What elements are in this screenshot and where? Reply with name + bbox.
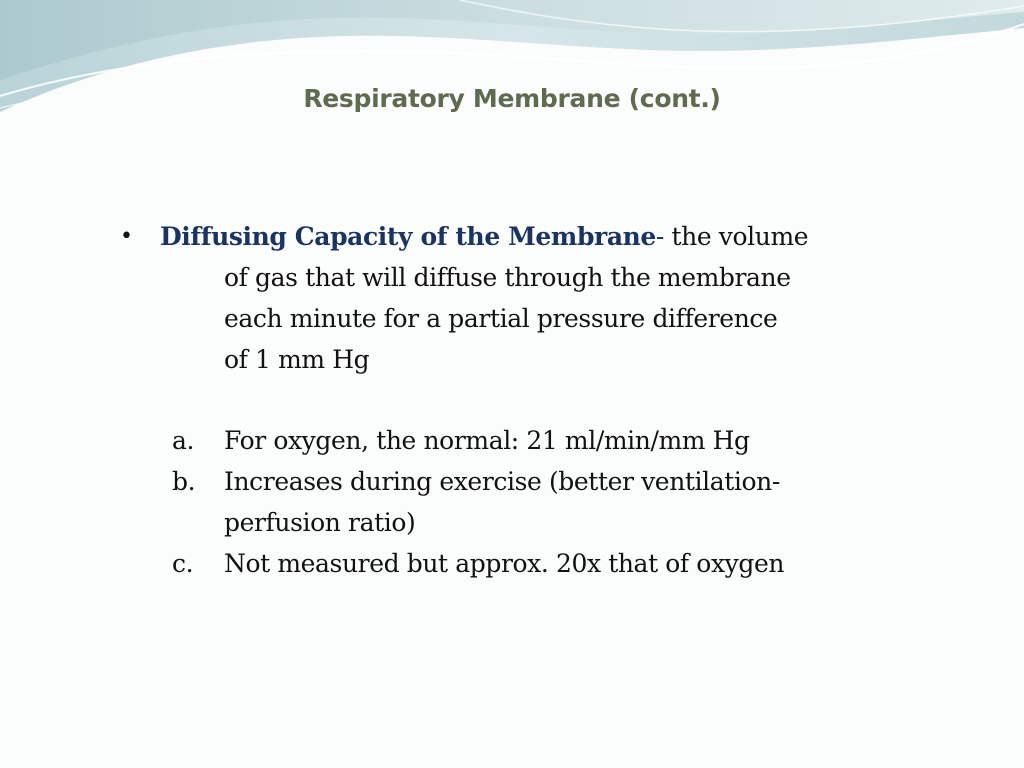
bullet-line-2: of gas that will diffuse through the membrane [224, 263, 791, 292]
bullet-text-1: the volume [663, 222, 809, 251]
bullet-dot-icon: • [120, 224, 133, 249]
term-heading: Diffusing Capacity of the Membrane [160, 222, 656, 251]
term-dash: - [655, 222, 664, 251]
bullet-line-1 [160, 222, 808, 251]
list-item-b-line-1: Increases during exercise (better ventilation- [224, 467, 780, 496]
list-marker-a: a. [172, 426, 195, 455]
list-marker-c: c. [172, 549, 194, 578]
list-item-a: For oxygen, the normal: 21 ml/min/mm Hg [224, 426, 750, 455]
bullet-line-3: each minute for a partial pressure difference [224, 304, 778, 333]
list-marker-b: b. [172, 467, 196, 496]
slide-title: Respiratory Membrane (cont.) [303, 84, 721, 113]
list-item-b-line-2: perfusion ratio) [224, 508, 416, 537]
list-item-c: Not measured but approx. 20x that of oxygen [224, 549, 785, 578]
bullet-line-4: of 1 mm Hg [224, 345, 370, 374]
